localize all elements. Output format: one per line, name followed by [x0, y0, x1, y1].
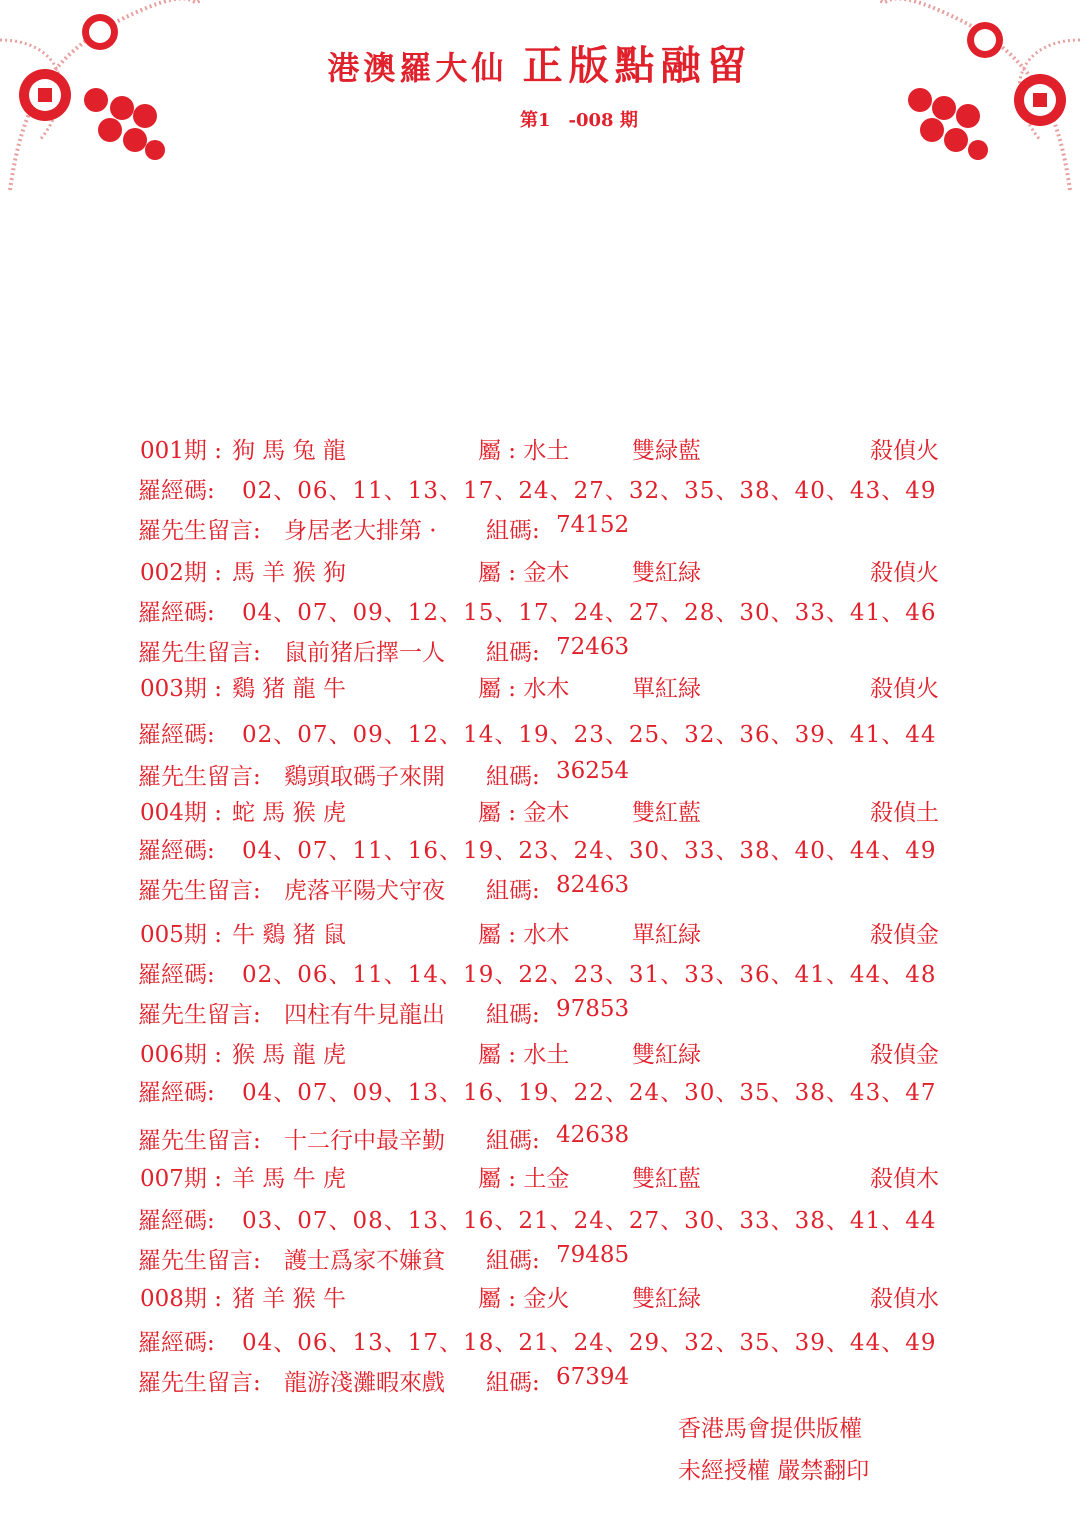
- record-numbers-row: [0, 1324, 1080, 1364]
- record-nums: 04、07、09、12、15、17、24、27、28、30、33、41、46: [242, 600, 937, 626]
- record-header-row: [0, 1280, 1080, 1320]
- record-msg-label: 羅先生留言:: [138, 764, 261, 790]
- record-numbers-row: [0, 472, 1080, 512]
- record-nums-label: 羅經碼:: [138, 1080, 215, 1106]
- record-nums: 03、07、08、13、16、21、24、27、30、33、38、41、44: [242, 1208, 937, 1234]
- record-color: 雙緑藍: [632, 438, 701, 464]
- record-code: 72463: [556, 634, 630, 660]
- record-nums: 04、07、09、13、16、19、22、24、30、35、38、43、47: [242, 1080, 937, 1106]
- record-message-row: [0, 1122, 1080, 1162]
- record-nums: 02、06、11、14、19、22、23、31、33、36、41、44、48: [242, 962, 937, 988]
- record-numbers-row: [0, 956, 1080, 996]
- record-msg-label: 羅先生留言:: [138, 1370, 261, 1396]
- record-nums: 02、07、09、12、14、19、23、25、32、36、39、41、44: [242, 722, 937, 748]
- record-animals: 蛇 馬 猴 虎: [232, 800, 346, 826]
- record-kill: 殺偵金: [870, 1042, 939, 1068]
- record-nums: 04、06、13、17、18、21、24、29、32、35、39、44、49: [242, 1330, 937, 1356]
- record-period: 001期 :: [140, 438, 222, 464]
- record-animals: 猴 馬 龍 虎: [232, 1042, 346, 1068]
- record-period: 008期 :: [140, 1286, 222, 1312]
- record-nums-label: 羅經碼:: [138, 478, 215, 504]
- record-header-row: [0, 1160, 1080, 1200]
- record-animals: 猪 羊 猴 牛: [232, 1286, 346, 1312]
- record-animals: 鷄 猪 龍 牛: [232, 676, 346, 702]
- record-numbers-row: [0, 832, 1080, 872]
- record-period: 003期 :: [140, 676, 222, 702]
- record-kill: 殺偵火: [870, 676, 939, 702]
- record-header-row: [0, 794, 1080, 834]
- record-attr: 屬 : 水土: [478, 1042, 570, 1068]
- record-nums-label: 羅經碼:: [138, 1208, 215, 1234]
- record-msg: 四柱有牛見龍出: [284, 1002, 445, 1028]
- record-attr: 屬 : 水木: [478, 676, 570, 702]
- record-numbers-row: [0, 1074, 1080, 1114]
- record-code-label: 組碼:: [486, 1002, 540, 1028]
- title-big: 正版點融留: [522, 42, 753, 89]
- record-animals: 牛 鷄 猪 鼠: [232, 922, 346, 948]
- record-message-row: [0, 1242, 1080, 1282]
- record-msg-label: 羅先生留言:: [138, 1128, 261, 1154]
- record-attr: 屬 : 金火: [478, 1286, 570, 1312]
- record-color: 單紅緑: [632, 922, 701, 948]
- record-header-row: [0, 670, 1080, 710]
- record-kill: 殺偵金: [870, 922, 939, 948]
- record-code-label: 組碼:: [486, 878, 540, 904]
- record-header-row: [0, 554, 1080, 594]
- record-color: 雙紅緑: [632, 1286, 701, 1312]
- record-kill: 殺偵火: [870, 560, 939, 586]
- record-attr: 屬 : 土金: [478, 1166, 570, 1192]
- footer-warning: 未經授權 嚴禁翻印: [678, 1458, 870, 1484]
- record-nums-label: 羅經碼:: [138, 722, 215, 748]
- record-msg: 龍游淺灘暇來戲: [284, 1370, 445, 1396]
- record-period: 006期 :: [140, 1042, 222, 1068]
- record-message-row: [0, 758, 1080, 798]
- record-animals: 羊 馬 牛 虎: [232, 1166, 346, 1192]
- record-code-label: 組碼:: [486, 640, 540, 666]
- record-code-label: 組碼:: [486, 1370, 540, 1396]
- record-msg: 鼠前猪后擇一人: [284, 640, 445, 666]
- record-color: 雙紅藍: [632, 1166, 701, 1192]
- record-header-row: [0, 432, 1080, 472]
- record-nums-label: 羅經碼:: [138, 962, 215, 988]
- record-attr: 屬 : 水土: [478, 438, 570, 464]
- record-message-row: [0, 512, 1080, 552]
- record-numbers-row: [0, 1202, 1080, 1242]
- record-msg: 護士爲家不嫌貧: [284, 1248, 445, 1274]
- record-code-label: 組碼:: [486, 1128, 540, 1154]
- record-period: 004期 :: [140, 800, 222, 826]
- record-code: 36254: [556, 758, 630, 784]
- record-message-row: [0, 1364, 1080, 1404]
- record-color: 雙紅緑: [632, 560, 701, 586]
- issue-label: 第1 -008 期: [520, 110, 638, 131]
- record-code: 42638: [556, 1122, 630, 1148]
- record-msg: 身居老大排第 ·: [284, 518, 437, 544]
- record-message-row: [0, 996, 1080, 1036]
- record-message-row: [0, 634, 1080, 674]
- corner-ornament-right: [880, 0, 1080, 210]
- title-small: 港澳羅大仙: [327, 49, 508, 87]
- record-code: 97853: [556, 996, 630, 1022]
- record-period: 005期 :: [140, 922, 222, 948]
- record-color: 雙紅藍: [632, 800, 701, 826]
- record-msg-label: 羅先生留言:: [138, 640, 261, 666]
- record-period: 002期 :: [140, 560, 222, 586]
- record-msg: 十二行中最辛勤: [284, 1128, 445, 1154]
- record-code: 79485: [556, 1242, 630, 1268]
- record-color: 單紅緑: [632, 676, 701, 702]
- record-nums: 02、06、11、13、17、24、27、32、35、38、40、43、49: [242, 478, 937, 504]
- record-msg-label: 羅先生留言:: [138, 1002, 261, 1028]
- record-kill: 殺偵土: [870, 800, 939, 826]
- record-kill: 殺偵木: [870, 1166, 939, 1192]
- record-numbers-row: [0, 594, 1080, 634]
- record-attr: 屬 : 水木: [478, 922, 570, 948]
- record-nums-label: 羅經碼:: [138, 838, 215, 864]
- record-period: 007期 :: [140, 1166, 222, 1192]
- record-nums: 04、07、11、16、19、23、24、30、33、38、40、44、49: [242, 838, 937, 864]
- record-kill: 殺偵水: [870, 1286, 939, 1312]
- page-title: [0, 34, 1080, 91]
- record-header-row: [0, 1036, 1080, 1076]
- record-code: 67394: [556, 1364, 630, 1390]
- record-message-row: [0, 872, 1080, 912]
- corner-ornament-left: [0, 0, 200, 210]
- record-code: 74152: [556, 512, 630, 538]
- record-msg: 虎落平陽犬守夜: [284, 878, 445, 904]
- record-code-label: 組碼:: [486, 1248, 540, 1274]
- record-nums-label: 羅經碼:: [138, 1330, 215, 1356]
- record-numbers-row: [0, 716, 1080, 756]
- record-msg: 鷄頭取碼子來開: [284, 764, 445, 790]
- record-animals: 狗 馬 兔 龍: [232, 438, 346, 464]
- record-attr: 屬 : 金木: [478, 800, 570, 826]
- record-msg-label: 羅先生留言:: [138, 1248, 261, 1274]
- record-nums-label: 羅經碼:: [138, 600, 215, 626]
- record-code-label: 組碼:: [486, 764, 540, 790]
- record-kill: 殺偵火: [870, 438, 939, 464]
- record-animals: 馬 羊 猴 狗: [232, 560, 346, 586]
- record-code-label: 組碼:: [486, 518, 540, 544]
- footer-copyright: 香港馬會提供版權: [678, 1416, 862, 1442]
- record-msg-label: 羅先生留言:: [138, 518, 261, 544]
- record-header-row: [0, 916, 1080, 956]
- record-color: 雙紅緑: [632, 1042, 701, 1068]
- record-attr: 屬 : 金木: [478, 560, 570, 586]
- record-msg-label: 羅先生留言:: [138, 878, 261, 904]
- record-code: 82463: [556, 872, 630, 898]
